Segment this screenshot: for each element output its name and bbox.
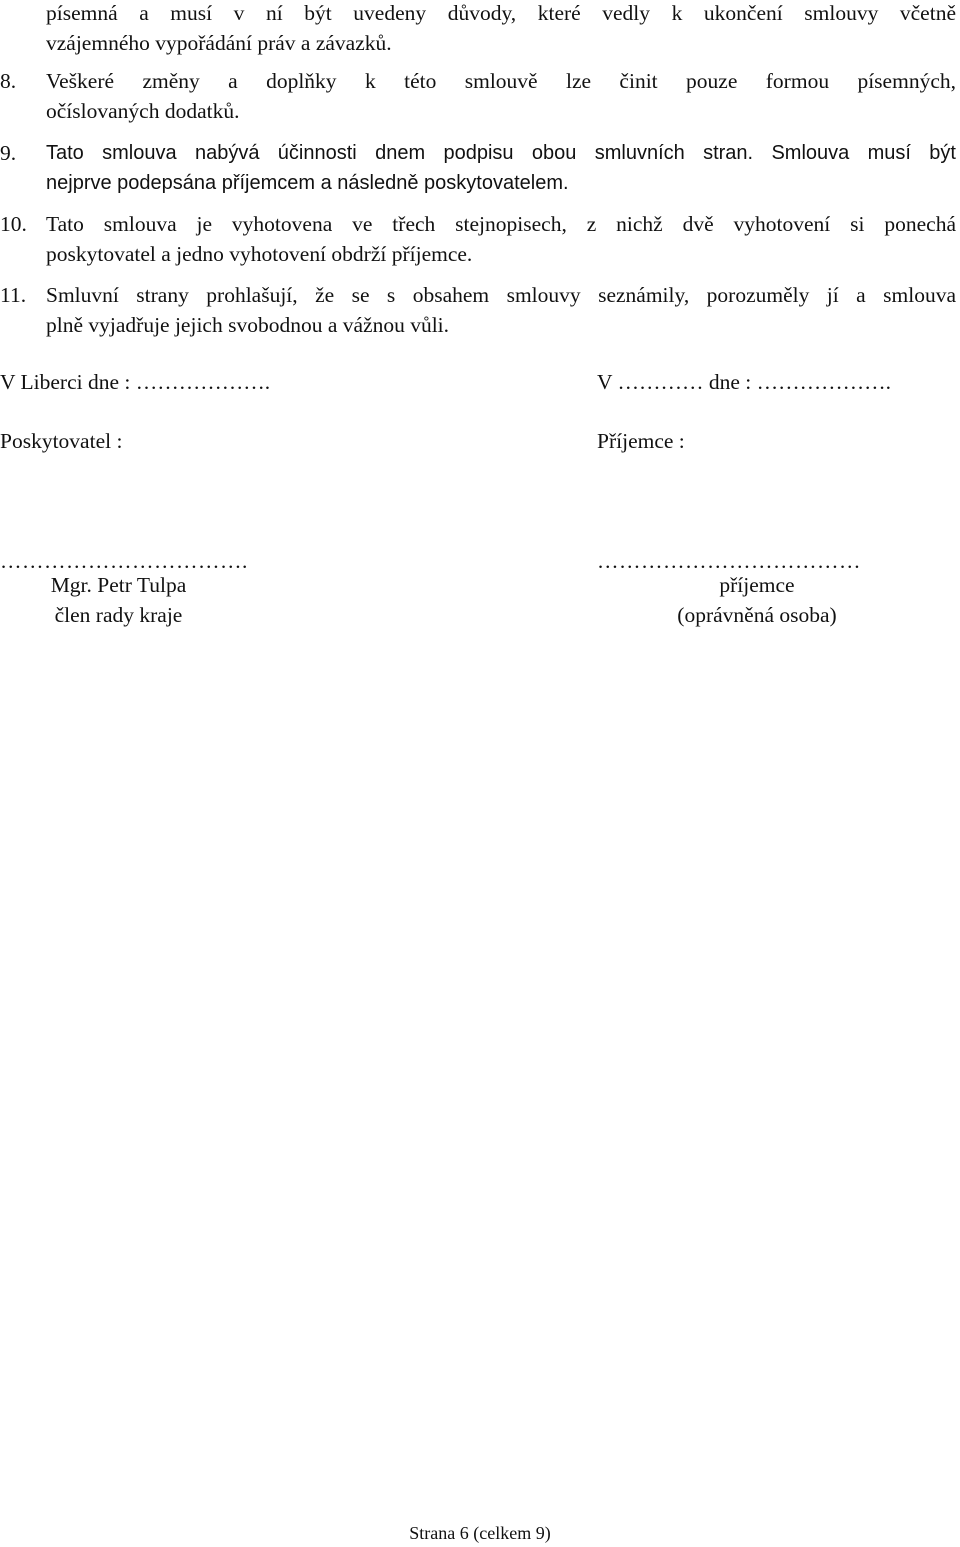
- paragraph-11: [0, 280, 956, 340]
- paragraph-line: poskytovatel a jedno vyhotovení obdrží příjemce.: [46, 242, 473, 266]
- signatory-provider: [0, 570, 237, 630]
- role-recipient: Příjemce :: [597, 429, 685, 453]
- paragraph-line: Tato smlouva nabývá účinnosti dnem podpisu obou smluvních stran. Smlouva musí být: [46, 142, 956, 164]
- signatory-name: příjemce: [719, 573, 795, 597]
- paragraph-line: Tato smlouva je vyhotovena ve třech stejnopisech, z nichž dvě vyhotovení si ponechá: [46, 212, 956, 236]
- signatory-recipient: [597, 570, 917, 630]
- paragraph-continuation: [0, 0, 956, 58]
- paragraph-number: 9.: [0, 141, 17, 165]
- role-provider: Poskytovatel :: [0, 429, 123, 453]
- page-footer: [0, 1520, 960, 1546]
- paragraph-line: Veškeré změny a doplňky k této smlouvě lze činit pouze formou písemných,: [46, 69, 956, 93]
- paragraph-9: [0, 138, 956, 198]
- signatory-name: Mgr. Petr Tulpa: [50, 573, 187, 597]
- party-role-row: [0, 425, 960, 457]
- paragraph-line: plně vyjadřuje jejich svobodnou a vážnou vůli.: [46, 313, 450, 337]
- paragraph-number: 8.: [0, 69, 17, 93]
- paragraph-line: očíslovaných dodatků.: [46, 99, 240, 123]
- paragraph-line: Smluvní strany prohlašují, že se s obsahem smlouvy seznámily, porozuměly jí a smlouva: [46, 283, 956, 307]
- place-date-row: [0, 366, 960, 398]
- signature-line-provider: …………………………….: [0, 549, 248, 573]
- place-date-right: V ………… dne : ……………….: [597, 370, 892, 394]
- place-date-left: V Liberci dne : ……………….: [0, 370, 271, 394]
- signature-line-recipient: ………………………………: [597, 549, 861, 573]
- paragraph-line: vzájemného vypořádání práv a závazků.: [46, 31, 392, 55]
- paragraph-line: nejprve podepsána příjemcem a následně poskytovatelem.: [46, 172, 569, 194]
- paragraph-8: [0, 66, 956, 126]
- paragraph-line: písemná a musí v ní být uvedeny důvody, které vedly k ukončení smlouvy včetně: [46, 1, 956, 25]
- paragraph-number: 11.: [0, 283, 27, 307]
- signatory-title: člen rady kraje: [54, 603, 183, 627]
- signatory-title: (oprávněná osoba): [677, 603, 837, 627]
- paragraph-10: [0, 209, 956, 269]
- page-number-label: Strana 6 (celkem 9): [409, 1523, 551, 1543]
- paragraph-number: 10.: [0, 212, 27, 236]
